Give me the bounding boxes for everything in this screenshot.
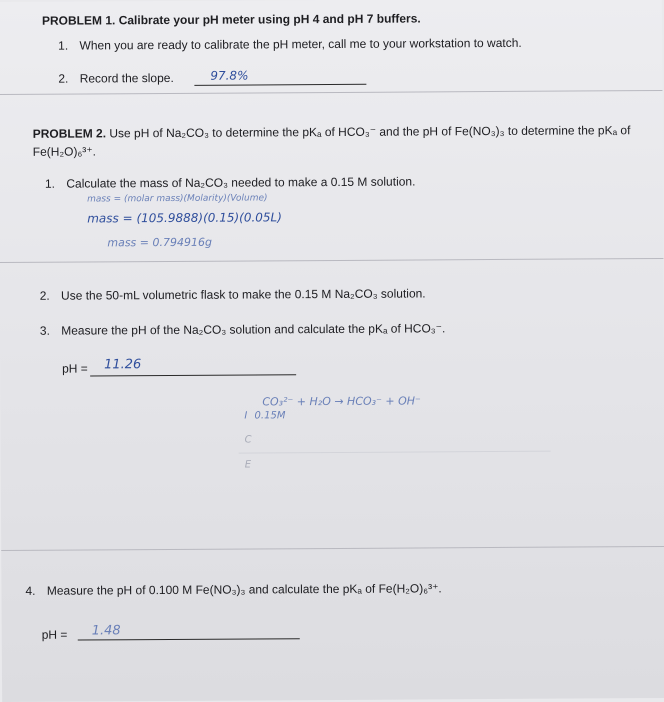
mass-result: mass = 0.794916g bbox=[107, 235, 212, 250]
step-number: 3. bbox=[39, 323, 50, 338]
ice-i-label: I bbox=[244, 410, 248, 422]
problem1-label: PROBLEM 1. bbox=[41, 13, 116, 28]
slope-answer[interactable]: 97.8% bbox=[210, 68, 249, 83]
slope-answer-line bbox=[194, 84, 366, 86]
faint-guide-line bbox=[239, 451, 551, 454]
problem2-step4 bbox=[25, 581, 441, 598]
step-text: Measure the pH of the Na₂CO₃ solution and calculate the pKₐ of HCO₃⁻. bbox=[61, 321, 446, 338]
step-number: 4. bbox=[25, 583, 36, 598]
problem2-step3 bbox=[40, 321, 446, 337]
ice-row-equilibrium: E bbox=[244, 459, 252, 471]
step3-ph-value[interactable]: 11.26 bbox=[104, 357, 142, 373]
mass-substitution: mass = (105.9888)(0.15)(0.05L) bbox=[87, 210, 282, 226]
problem1-step1 bbox=[58, 36, 522, 53]
step3-ph-label: pH = bbox=[62, 361, 88, 376]
step-number: 2. bbox=[39, 288, 50, 303]
step-text: Calculate the mass of Na₂CO₃ needed to make a 0.15 M solution. bbox=[66, 174, 416, 191]
problem1-step2 bbox=[58, 71, 174, 86]
problem1-title: Calibrate your pH meter using pH 4 and pH 7 buffers. bbox=[118, 11, 421, 28]
equilibrium-equation: CO₃²⁻ + H₂O → HCO₃⁻ + OH⁻ bbox=[262, 394, 421, 409]
problem2-label: PROBLEM 2. bbox=[32, 126, 107, 141]
section-divider bbox=[1, 546, 664, 551]
problem2-step2 bbox=[40, 286, 426, 302]
problem2-title-line2: Fe(H₂O)₆³⁺. bbox=[32, 144, 96, 159]
step-number: 1. bbox=[44, 176, 56, 191]
ice-i-value: 0.15M bbox=[254, 410, 286, 422]
step-number: 2. bbox=[58, 71, 69, 86]
step-text: Record the slope. bbox=[79, 70, 174, 86]
problem2-title-line1: Use pH of Na₂CO₃ to determine the pKₐ of HCO₃⁻ and the pH of Fe(NO₃)₃ to determine the pKₐ of bbox=[109, 123, 631, 141]
problem2-step1 bbox=[45, 174, 416, 190]
step-text: Use the 50-mL volumetric flask to make the 0.15 M Na₂CO₃ solution. bbox=[60, 286, 426, 303]
problem2-heading bbox=[33, 123, 631, 141]
section-divider bbox=[0, 258, 663, 263]
ice-row-change: C bbox=[244, 434, 252, 446]
mass-formula: mass = (molar mass)(Molarity)(Volume) bbox=[87, 193, 268, 205]
step-text: When you are ready to calibrate the pH meter, call me to your workstation to watch. bbox=[79, 35, 522, 53]
problem1-heading bbox=[42, 11, 421, 27]
step3-ph-line bbox=[90, 374, 296, 376]
step-number: 1. bbox=[58, 38, 69, 53]
step4-ph-line bbox=[78, 638, 300, 640]
ice-row-initial bbox=[244, 410, 285, 421]
step-text: Measure the pH of 0.100 M Fe(NO₃)₃ and calculate the pKₐ of Fe(H₂O)₆³⁺. bbox=[46, 581, 442, 598]
step4-ph-label: pH = bbox=[41, 627, 68, 642]
step4-ph-value[interactable]: 1.48 bbox=[91, 623, 121, 639]
section-divider bbox=[0, 90, 662, 95]
